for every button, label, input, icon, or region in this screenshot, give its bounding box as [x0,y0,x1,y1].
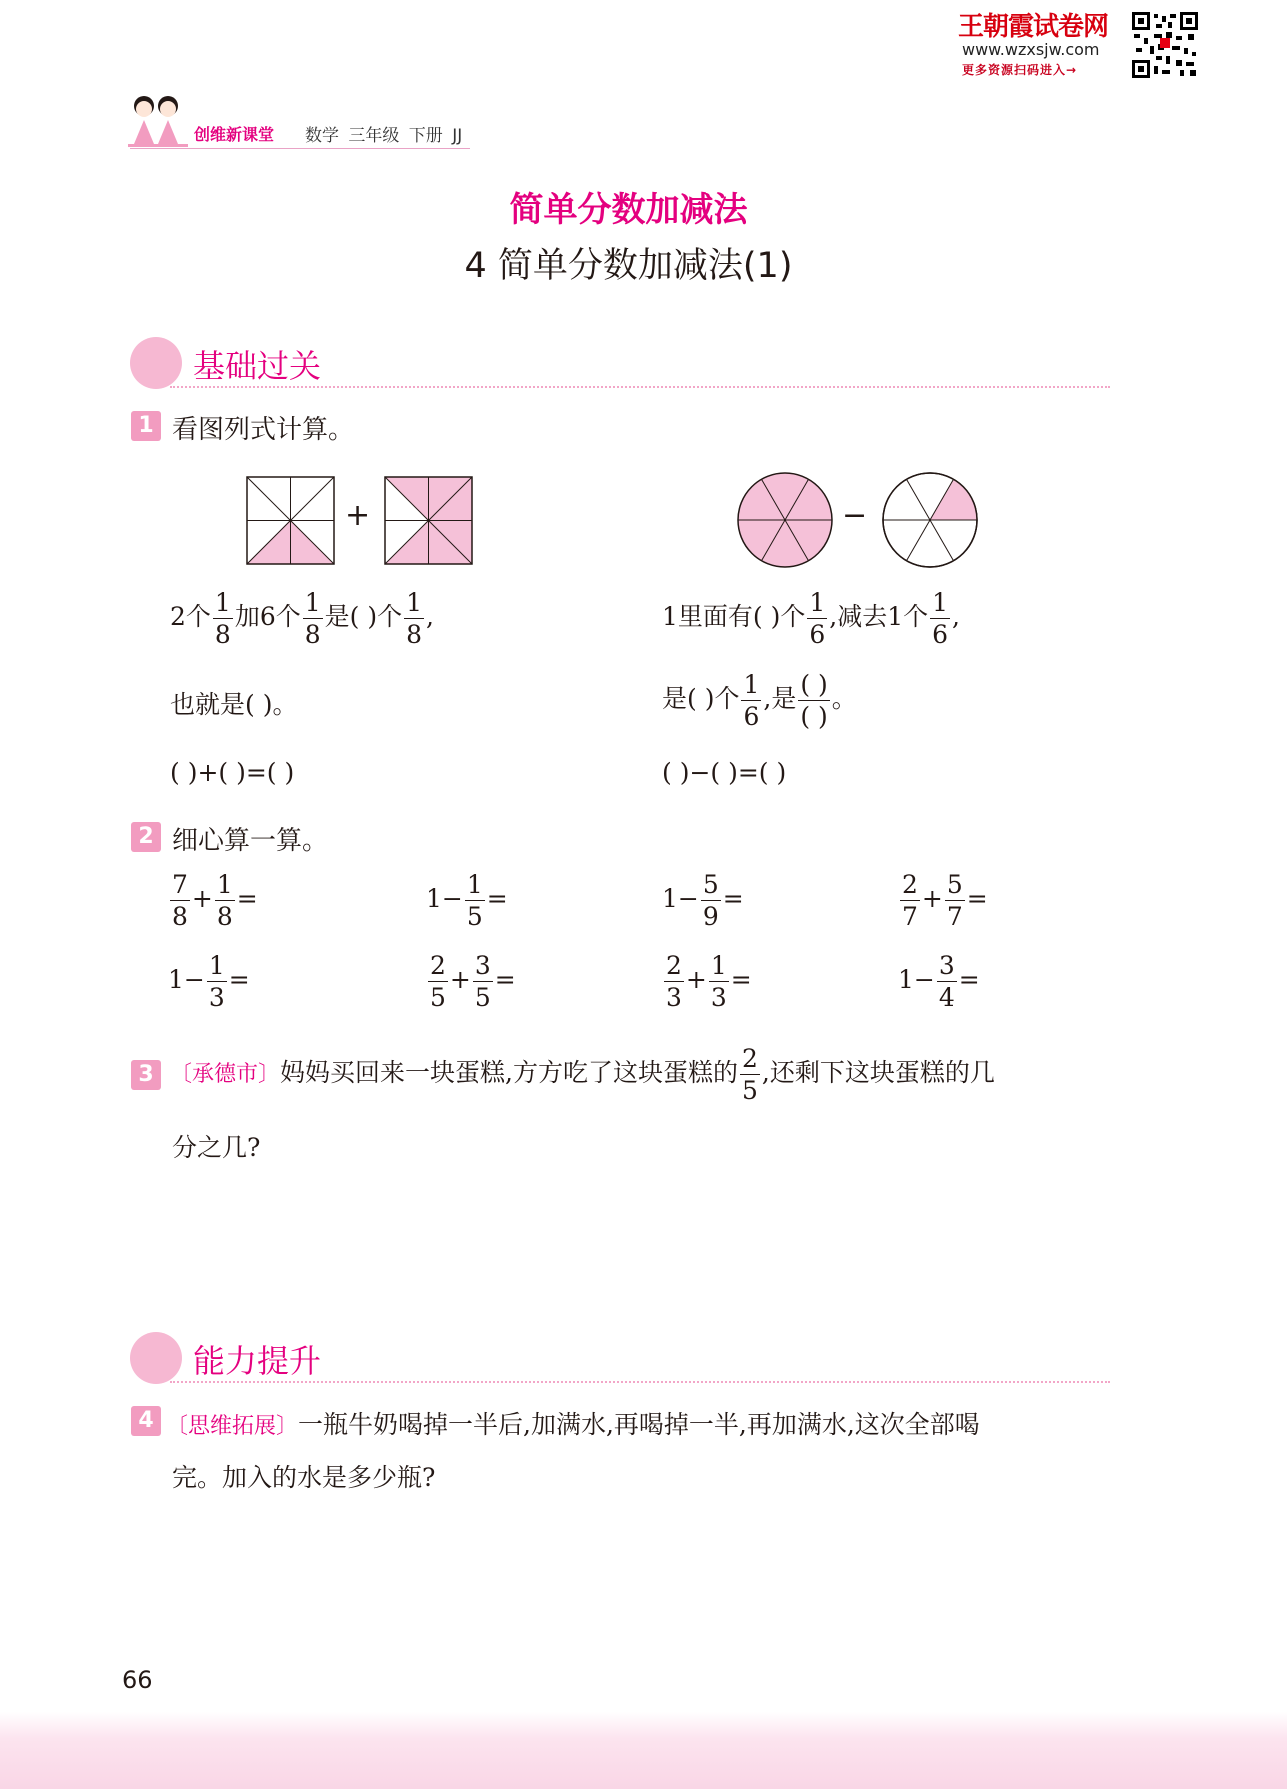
brand-tagline: 更多资源扫码进入→ [962,63,1078,77]
question-3-tag: 〔承德市〕 [170,1062,281,1087]
equals-sign: = [228,965,250,994]
question-3-line1: 〔承德市〕妈妈买回来一块蛋糕,方方吃了这块蛋糕的 $\frac{2}{5}$ ,还剩下这块蛋糕的几 [170,1044,995,1105]
question-number-3: 3 [131,1060,161,1090]
fraction: $\frac{1}{8}$ [304,588,321,649]
calc-item [662,953,752,1010]
equals-sign: = [958,965,980,994]
fraction: $\frac{3}{4}$ [938,951,955,1012]
operator: − [183,965,205,994]
calc-item [898,953,980,1010]
fraction: $\frac{2}{5}$ [741,1044,758,1105]
q1-right-line3: ( )−( )=( ) [662,758,787,787]
section-advanced-icon [130,1332,182,1384]
unit-title: 简单分数加减法 [509,190,748,230]
calc-item [168,872,258,929]
section-advanced-title: 能力提升 [193,1342,322,1380]
operator: + [685,965,707,994]
plus-sign: + [345,498,371,533]
operator: − [913,965,935,994]
equals-sign: = [730,965,752,994]
fraction: $\frac{2}{5}$ [430,951,446,1012]
number: 1 [426,884,442,913]
number: 1 [898,965,914,994]
square-left [247,477,334,564]
question-4-line2: 完。加入的水是多少瓶? [172,1463,436,1492]
series-name: 创维新课堂 [194,125,275,144]
fraction: $\frac{1}{6}$ [932,588,949,649]
fraction: $\frac{5}{7}$ [946,870,963,931]
brand-url[interactable]: www.wzxsjw.com [962,40,1100,59]
page-number: 66 [122,1666,153,1694]
fraction: $\frac{1}{3}$ [208,951,225,1012]
qr-code-icon[interactable] [1132,12,1198,78]
q1-left-line2: 也就是( )。 [170,690,298,719]
fraction: $\frac{3}{5}$ [474,951,491,1012]
calc-item [898,872,988,929]
question-number-4: 4 [131,1406,161,1436]
fraction: $\frac{1}{8}$ [216,870,233,931]
number: 1 [662,884,678,913]
operator: + [191,884,213,913]
operator: − [677,884,699,913]
brand-name: 王朝霞试卷网 [958,12,1109,42]
calc-item [426,872,508,929]
fraction: $\frac{5}{9}$ [702,870,719,931]
question-number-2: 2 [131,822,161,852]
fraction: $\frac{2}{3}$ [666,951,682,1012]
question-4-line1: 〔思维拓展〕一瓶牛奶喝掉一半后,加满水,再喝掉一半,再加满水,这次全部喝 [166,1410,980,1439]
calc-item [168,953,250,1010]
q1-left-line3: ( )+( )=( ) [170,758,295,787]
section-basic-icon [130,337,182,389]
fraction: $\frac{1}{6}$ [743,670,760,731]
lesson-title: 4 简单分数加减法(1) [464,246,793,286]
question-1-prompt: 看图列式计算。 [172,415,355,445]
operator: − [441,884,463,913]
calc-item [426,953,516,1010]
equals-sign: = [486,884,508,913]
section-basic-divider [170,386,1110,388]
q1-left-line1: 2个 $\frac{1}{8}$ 加6个 $\frac{1}{8}$ 是( )个 $\frac{1}{8}$ , [170,588,434,649]
fraction: $\frac{1}{6}$ [809,588,826,649]
equals-sign: = [722,884,744,913]
fraction: $\frac{1}{5}$ [466,870,483,931]
minus-sign: − [842,498,868,533]
header-divider [130,148,470,149]
operator: + [449,965,471,994]
answer-fraction-blank[interactable]: $\frac{( )}{( )}$ [800,670,828,731]
section-advanced-divider [170,1381,1110,1383]
fraction: $\frac{1}{8}$ [406,588,422,649]
equals-sign: = [236,884,258,913]
equals-sign: = [966,884,988,913]
subject-line: 数学 三年级 下册 JJ [305,126,463,146]
q1-right-line1: 1里面有( )个 $\frac{1}{6}$ ,减去1个 $\frac{1}{6}$ , [662,588,960,649]
fraction: $\frac{2}{7}$ [902,870,918,931]
fraction: $\frac{7}{8}$ [172,870,188,931]
question-3-line2: 分之几? [172,1133,261,1162]
question-number-1: 1 [131,411,161,441]
number: 1 [168,965,184,994]
question-2-prompt: 细心算一算。 [172,826,329,856]
section-basic-title: 基础过关 [193,347,322,385]
fraction: $\frac{1}{8}$ [214,588,231,649]
equals-sign: = [494,965,516,994]
footer-band [0,1712,1287,1789]
fraction: $\frac{1}{3}$ [710,951,727,1012]
operator: + [921,884,943,913]
kids-mascot-icon [124,92,192,150]
square-figures [240,470,540,570]
question-4-tag: 〔思维拓展〕 [166,1414,299,1439]
q1-right-line2: 是( )个 $\frac{1}{6}$ ,是 $\frac{( )}{( )}$ 。 [662,670,857,731]
calc-item [662,872,744,929]
